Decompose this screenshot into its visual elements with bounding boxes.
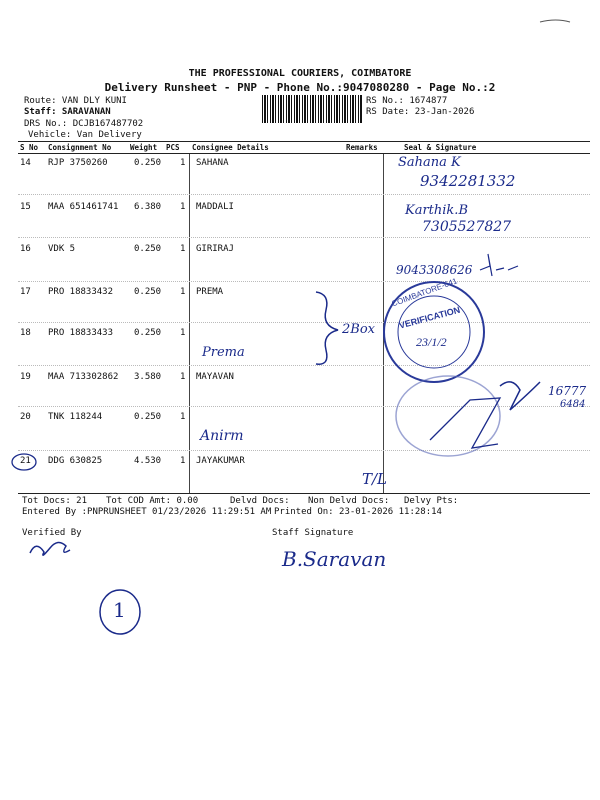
pen-mark (540, 20, 570, 22)
col-sno: S No (20, 143, 39, 152)
route-label: Route: VAN DLY KUNI (24, 96, 127, 106)
drs-label: DRS No.: DCJB167487702 (24, 119, 144, 129)
total-docs: Tot Docs: 21 (22, 496, 88, 506)
row-weight: 0.250 (134, 244, 162, 254)
row-pcs: 1 (180, 456, 186, 466)
handwritten-name: Anirm (200, 428, 244, 444)
row-consignee: JAYAKUMAR (196, 456, 245, 466)
row-consignment: TNK 118244 (48, 412, 103, 422)
row-consignee: PREMA (196, 287, 224, 297)
verified-signature (30, 542, 70, 555)
row-pcs: 1 (180, 202, 186, 212)
signature-scribble (480, 254, 518, 276)
rs-date: RS Date: 23-Jan-2026 (366, 107, 475, 117)
vehicle-label: Vehicle: Van Delivery (28, 130, 142, 140)
rs-number: RS No.: 1674877 (366, 96, 448, 106)
staff-signature-image: B.Saravan (282, 547, 387, 571)
col-remarks: Remarks (346, 143, 378, 152)
handwritten-note: T/L (362, 470, 388, 488)
row-consignee: MADDALI (196, 202, 234, 212)
delivered-docs: Delvd Docs: (230, 496, 290, 506)
row-pcs: 1 (180, 244, 186, 254)
row-pcs: 1 (180, 412, 186, 422)
printed-on: Printed On: 23-01-2026 11:28:14 (274, 507, 442, 517)
signature-scribble (500, 382, 540, 410)
row-consignment: MAA 713302862 (48, 372, 119, 382)
row-sno: 19 (20, 372, 31, 382)
circled-number: 1 (113, 598, 126, 622)
row-consignment: RJP 3750260 (48, 158, 108, 168)
row-weight: 0.250 (134, 158, 162, 168)
entered-by: Entered By :PNPRUNSHEET 01/23/2026 11:29:51 AM (22, 507, 272, 517)
row-weight: 0.250 (134, 287, 162, 297)
col-consignee: Consignee Details (192, 143, 269, 152)
row-pcs: 1 (180, 158, 186, 168)
handwritten-number: 6484 (560, 399, 586, 410)
row-pcs: 1 (180, 372, 186, 382)
handwritten-number: 16777 (548, 384, 587, 398)
company-title: THE PROFESSIONAL COURIERS, COIMBATORE (188, 68, 412, 79)
row-sno: 14 (20, 158, 31, 168)
delivery-points: Delvy Pts: (404, 496, 459, 506)
stamp-date: 23/1/2 (416, 335, 447, 349)
handwritten-name: Sahana K (398, 155, 461, 170)
row-sno: 20 (20, 412, 31, 422)
stamp-text-top: COIMBATORE-641 (390, 276, 459, 309)
circle-mark (100, 590, 140, 634)
handwritten-note: 2Box (342, 322, 375, 337)
row-sno: 16 (20, 244, 31, 254)
row-weight: 0.250 (134, 328, 162, 338)
verified-by-label: Verified By (22, 528, 82, 538)
row-sno: 18 (20, 328, 31, 338)
row-sno: 15 (20, 202, 31, 212)
row-weight: 4.530 (134, 456, 162, 466)
row-consignment: PRO 18833433 (48, 328, 114, 338)
handwritten-phone: 9043308626 (396, 263, 473, 277)
brace-mark (316, 292, 338, 364)
col-pcs: PCS (166, 143, 180, 152)
row-consignee: MAYAVAN (196, 372, 234, 382)
non-delivered-docs: Non Delvd Docs: (308, 496, 390, 506)
handwritten-phone: 9342281332 (420, 172, 516, 190)
col-consignment: Consignment No (48, 143, 112, 152)
row-pcs: 1 (180, 328, 186, 338)
stamp-text-mid: VERIFICATION (397, 304, 462, 331)
handwritten-name: Karthik.B (405, 203, 468, 218)
row-consignment: MAA 651461741 (48, 202, 119, 212)
row-consignee: GIRIRAJ (196, 244, 234, 254)
handwritten-phone: 7305527827 (422, 219, 512, 235)
row-pcs: 1 (180, 287, 186, 297)
handwritten-name: Prema (202, 345, 245, 360)
row-weight: 3.580 (134, 372, 162, 382)
col-seal: Seal & Signature (404, 143, 477, 152)
row-weight: 6.380 (134, 202, 162, 212)
row-sno: 17 (20, 287, 31, 297)
row-consignment: DDG 630825 (48, 456, 103, 466)
row-consignment: VDK 5 (48, 244, 76, 254)
runsheet-subtitle: Delivery Runsheet - PNP - Phone No.:9047080280 - Page No.:2 (104, 81, 496, 94)
col-weight: Weight (130, 143, 158, 152)
circle-mark (12, 454, 36, 470)
row-consignee: SAHANA (196, 158, 229, 168)
row-sno: 21 (20, 456, 31, 466)
row-consignment: PRO 18833432 (48, 287, 114, 297)
faint-stamp (396, 376, 500, 456)
total-cod: Tot COD Amt: 0.00 (106, 496, 199, 506)
staff-label: Staff: SARAVANAN (24, 107, 111, 117)
staff-signature-label: Staff Signature (272, 528, 354, 538)
verification-stamp (384, 276, 484, 382)
row-weight: 0.250 (134, 412, 162, 422)
